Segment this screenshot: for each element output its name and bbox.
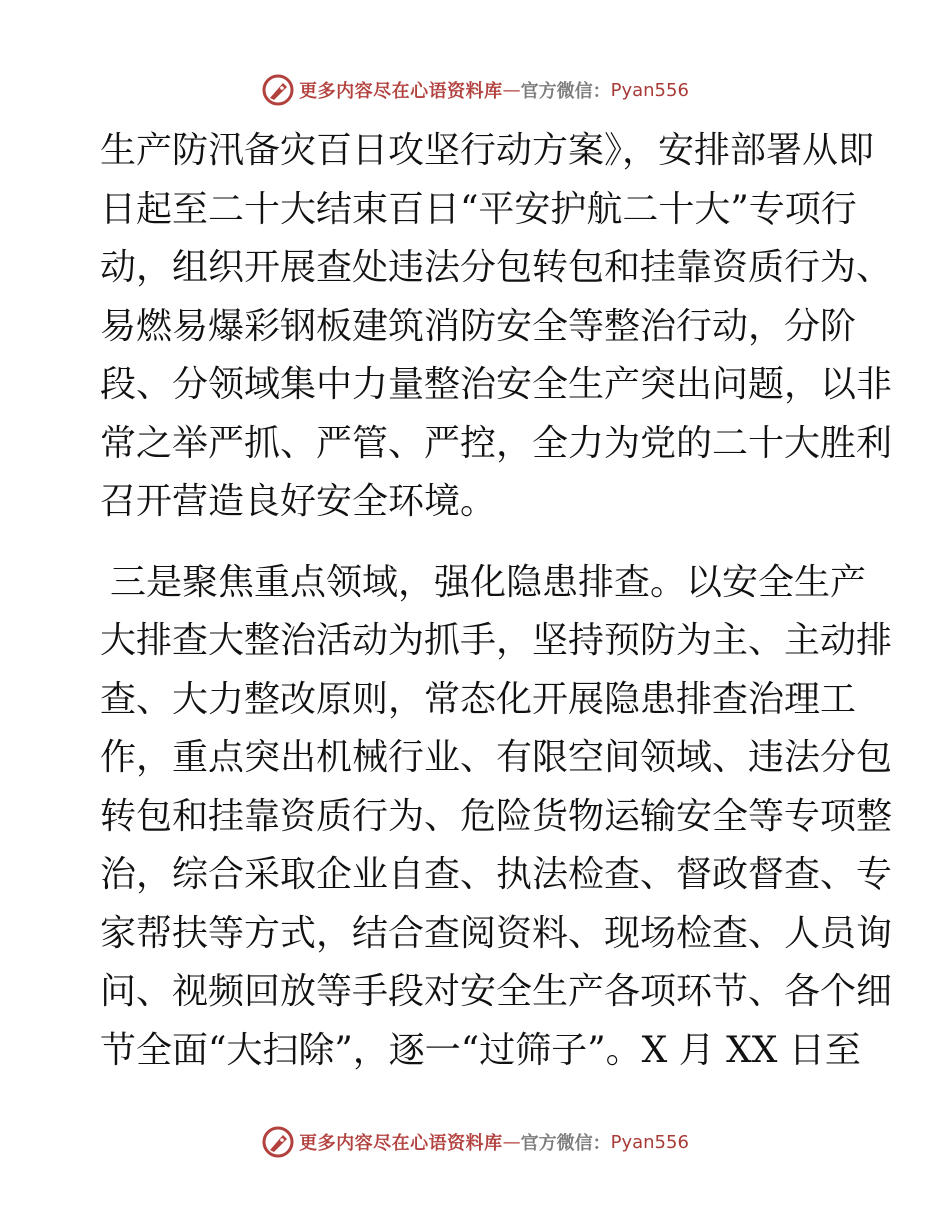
text-line: 大排查大整治活动为抓手，坚持预防为主、主动排 — [100, 620, 893, 661]
pen-nib-logo-icon — [261, 73, 295, 107]
banner-site-name: 更多内容尽在心语资料库 — [299, 1133, 503, 1154]
text-line: 日起至二十大结束百日“平安护航二十大”专项行 — [100, 188, 857, 230]
banner-wechat-id: Pyan556 — [610, 1131, 689, 1153]
text-line: 三是聚焦重点领域，强化隐患排查。以安全生产 — [110, 561, 867, 603]
banner-wechat-id: Pyan556 — [610, 79, 689, 101]
text-line: 转包和挂靠资质行为、危险货物运输安全等专项整 — [100, 795, 893, 837]
banner-separator: — — [502, 1131, 521, 1153]
pen-nib-logo-icon — [261, 1125, 295, 1159]
text-line: 作，重点突出机械行业、有限空间领域、违法分包 — [100, 737, 893, 778]
header-watermark-banner — [0, 72, 950, 108]
footer-watermark-banner — [0, 1124, 950, 1160]
text-line: 易燃易爆彩钢板建筑消防安全等整治行动，分阶 — [100, 305, 857, 347]
text-line: 动，组织开展查处违法分包转包和挂靠资质行为、 — [100, 247, 893, 288]
paragraph-gap — [100, 532, 850, 554]
text-line: 节全面“大扫除”，逐一“过筛子”。X 月 XX 日至 — [100, 1029, 861, 1071]
text-line: 查、大力整改原则，常态化开展隐患排查治理工 — [100, 678, 857, 720]
document-body — [100, 122, 893, 1080]
banner-site-name: 更多内容尽在心语资料库 — [299, 81, 503, 102]
paragraph-1 — [100, 122, 893, 532]
text-line: 家帮扶等方式，结合查阅资料、现场检查、人员询 — [100, 912, 893, 954]
text-line: 治，综合采取企业自查、执法检查、督政督查、专 — [100, 854, 893, 895]
text-line: 生产防汛备灾百日攻坚行动方案》，安排部署从即 — [100, 130, 875, 171]
paragraph-2 — [100, 554, 893, 1081]
banner-wechat-label: 官方微信： — [520, 81, 611, 102]
text-line: 常之举严抓、严管、严控，全力为党的二十大胜利 — [100, 422, 893, 464]
banner-separator: — — [502, 79, 521, 101]
text-line: 段、分领域集中力量整治安全生产突出问题，以非 — [100, 364, 893, 405]
text-line: 召开营造良好安全环境。 — [100, 481, 497, 522]
banner-wechat-label: 官方微信： — [520, 1133, 611, 1154]
text-line: 问、视频回放等手段对安全生产各项环节、各个细 — [100, 971, 893, 1012]
